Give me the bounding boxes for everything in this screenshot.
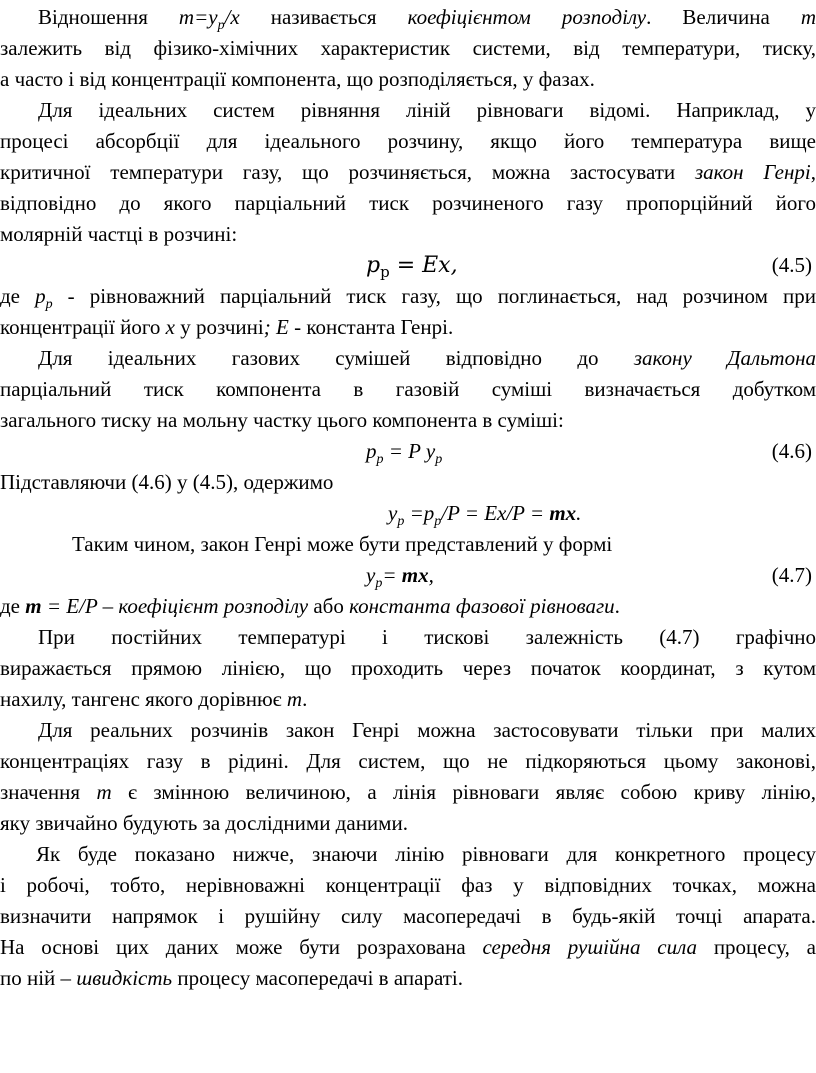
- equation-number-4-5: (4.5): [771, 253, 812, 277]
- paragraph-8-line-1: При постійних температурі і тискові залежність (4.7) графічно: [38, 625, 816, 649]
- paragraph-2-line-2: процесі абсорбції для ідеального розчину, якщо його температура вище: [0, 129, 816, 153]
- paragraph-2-line-4: відповідно до якого парціальний тиск розчиненого газу пропорційний його: [0, 191, 816, 215]
- paragraph-9-line-1: Для реальних розчинів закон Генрі можна застосовувати тільки при малих: [38, 718, 816, 742]
- paragraph-4-line-3: загального тиску на мольну частку цього компонента в суміші:: [0, 408, 564, 432]
- paragraph-8-line-2: виражається прямою лінією, що проходить через початок координат, з кутом: [0, 656, 816, 680]
- paragraph-9-line-3: значення m є змінною величиною, а лінія рівноваги являє собою криву лінію,: [0, 780, 816, 804]
- paragraph-9-line-4: яку звичайно будують за дослідними даними.: [0, 811, 408, 835]
- paragraph-6-line-1: Таким чином, закон Генрі може бути представлений у формі: [72, 532, 613, 556]
- equation-4-7: $y_p=$ mx, (4.7): [0, 560, 816, 591]
- paragraph-2-line-5: молярній частці в розчині:: [0, 222, 238, 246]
- paragraph-9-line-2: концентраціях газу в рідині. Для систем, що не підкоряються цьому законові,: [0, 749, 816, 773]
- paragraph-8-line-3: нахилу, тангенс якого дорівнює m.: [0, 687, 308, 711]
- paragraph-1-line-3: а часто і від концентрації компонента, що розподіляється, у фазах.: [0, 67, 595, 91]
- paragraph-1-line-1: Відношення $m=y_p/x$ називається коефіцієнтом розподілу. Величина m: [38, 5, 816, 33]
- equation-number-4-6: (4.6): [771, 439, 812, 463]
- paragraph-2-line-1: Для ідеальних систем рівняння ліній рівноваги відомі. Наприклад, у: [38, 98, 816, 122]
- paragraph-4-line-2: парціальний тиск компонента в газовій суміші визначається добутком: [0, 377, 816, 401]
- equation-substitution: $y_p =p_p/P = Ex/P$ = mx.: [388, 501, 582, 529]
- paragraph-10-line-5: по ній – швидкість процесу масопередачі в апараті.: [0, 966, 463, 990]
- equation-number-4-7: (4.7): [771, 563, 812, 587]
- paragraph-5-line-1: Підставляючи (4.6) у (4.5), одержимо: [0, 470, 334, 494]
- paragraph-4-line-1: Для ідеальних газових сумішей відповідно до закону Дальтона: [38, 346, 816, 370]
- paragraph-10-line-4: На основі цих даних може бути розрахована середня рушійна сила процесу, а: [0, 935, 816, 959]
- equation-4-5: $p_p = Ex$, (4.5): [0, 250, 816, 281]
- paragraph-7-line-1: де m = E/P – коефіцієнт розподілу або константа фазової рівноваги.: [0, 594, 620, 618]
- paragraph-1-line-2: залежить від фізико-хімічних характеристик системи, від температури, тиску,: [0, 36, 816, 60]
- paragraph-3-line-1: де $p_p$ - рівноважний парціальний тиск газу, що поглинається, над розчином при: [0, 284, 816, 312]
- paragraph-3-line-2: концентрації його x у розчині; E - константа Генрі.: [0, 315, 454, 339]
- paragraph-2-line-3: критичної температури газу, що розчиняється, можна застосувати закон Генрі,: [0, 160, 816, 184]
- paragraph-10-line-1: Як буде показано нижче, знаючи лінію рівноваги для конкретного процесу: [36, 842, 816, 866]
- equation-4-6: $p_p = P$ $y_p$ (4.6): [0, 436, 816, 467]
- paragraph-10-line-3: визначити напрямок і рушійну силу масопередачі в будь-якій точці апарата.: [0, 904, 816, 928]
- paragraph-10-line-2: і робочі, тобто, нерівноважні концентрації фаз у відповідних точках, можна: [0, 873, 816, 897]
